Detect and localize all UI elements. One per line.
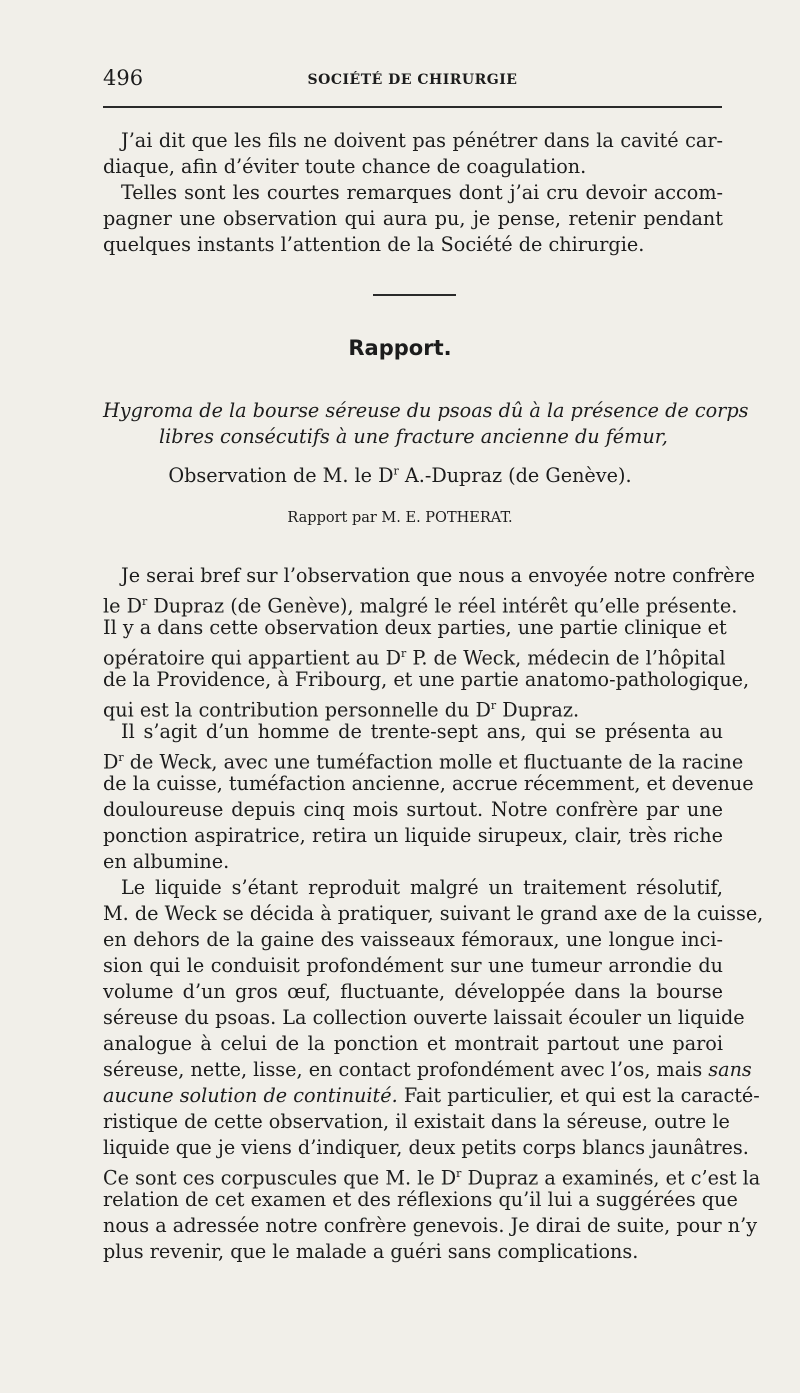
text-line: opératoire qui appartient au $D^r$ P. de Weck, médecin de l’hôpital — [103, 646, 726, 670]
text-line: volume d’un gros œuf, fluctuante, développée dans la bourse — [103, 980, 723, 1003]
text-line: plus revenir, que le malade a guéri sans complications. — [103, 1240, 639, 1263]
text-line: séreuse, nette, lisse, en contact profondément avec l’os, mais sans — [103, 1058, 752, 1081]
text-line: en albumine. — [103, 850, 230, 873]
text-line: J’ai dit que les fils ne doivent pas pénétrer dans la cavité car- — [121, 129, 723, 152]
text-line: qui est la contribution personnelle du $D^r$ Dupraz. — [103, 698, 580, 722]
text-line: le $D^r$ Dupraz (de Genève), malgré le réel intérêt qu’elle présente. — [103, 594, 738, 618]
text-line: Je serai bref sur l’observation que nous a envoyée notre confrère — [121, 564, 755, 587]
section-title: Rapport. — [348, 336, 452, 360]
body-text — [103, 563, 764, 1265]
section-separator — [373, 294, 456, 296]
text-line: Il s’agit d’un homme de trente-sept ans, qui se présenta au — [121, 720, 723, 743]
text-line: ponction aspiratrice, retira un liquide sirupeux, clair, très riche — [103, 824, 723, 847]
observation-credit — [0, 464, 800, 487]
text-line: de la cuisse, tuméfaction ancienne, accrue récemment, et devenue — [103, 772, 754, 795]
subtitle-line: Hygroma de la bourse séreuse du psoas dû à la présence de corps — [103, 399, 749, 422]
text-line: Ce sont ces corpuscules que M. le $D^r$ Dupraz a examinés, et c’est la — [103, 1166, 761, 1190]
text-line: quelques instants l’attention de la Société de chirurgie. — [103, 233, 645, 256]
text-line: sion qui le conduisit profondément sur une tumeur arrondie du — [103, 954, 723, 977]
text-line: diaque, afin d’éviter toute chance de coagulation. — [103, 155, 587, 178]
text-line: M. de Weck se décida à pratiquer, suivant le grand axe de la cuisse, — [103, 902, 764, 925]
page-number: 496 — [103, 66, 144, 90]
text-line: de la Providence, à Fribourg, et une partie anatomo-pathologique, — [103, 668, 750, 691]
text-line: analogue à celui de la ponction et montrait partout une paroi — [103, 1032, 723, 1055]
text-line: douloureuse depuis cinq mois surtout. Notre confrère par une — [103, 798, 723, 821]
observation-text: Observation de M. le D — [168, 464, 394, 487]
text-line: $D^r$ de Weck, avec une tuméfaction molle et fluctuante de la racine — [103, 750, 744, 774]
text-line: relation de cet examen et des réflexions qu’il lui a suggérées que — [103, 1188, 738, 1211]
header-rule — [103, 106, 722, 108]
text-line: séreuse du psoas. La collection ouverte laissait écouler un liquide — [103, 1006, 745, 1029]
rapporteur-credit: Rapport par M. E. POTHERAT. — [287, 510, 513, 526]
text-line: aucune solution de continuité. Fait particulier, et qui est la caracté- — [103, 1084, 760, 1107]
superscript: r — [393, 464, 399, 478]
text-line: Le liquide s’étant reproduit malgré un traitement résolutif, — [121, 876, 723, 899]
text-line: Telles sont les courtes remarques dont j’ai cru devoir accom- — [121, 181, 723, 204]
text-line: liquide que je viens d’indiquer, deux petits corps blancs jaunâtres. — [103, 1136, 749, 1159]
intro-paragraphs — [103, 128, 723, 258]
subtitle-line: libres consécutifs à une fracture ancienne du fémur, — [159, 425, 668, 448]
text-line: Il y a dans cette observation deux parties, une partie clinique et — [103, 616, 727, 639]
observation-text: A.-Dupraz (de Genève). — [398, 464, 632, 487]
report-subtitle — [103, 398, 749, 450]
running-head: SOCIÉTÉ DE CHIRURGIE — [307, 72, 518, 88]
text-line: nous a adressée notre confrère genevois. Je dirai de suite, pour n’y — [103, 1214, 758, 1237]
text-line: en dehors de la gaine des vaisseaux fémoraux, une longue inci- — [103, 928, 723, 951]
text-line: ristique de cette observation, il existait dans la séreuse, outre le — [103, 1110, 730, 1133]
page-header — [103, 66, 722, 96]
text-line: pagner une observation qui aura pu, je pense, retenir pendant — [103, 207, 723, 230]
